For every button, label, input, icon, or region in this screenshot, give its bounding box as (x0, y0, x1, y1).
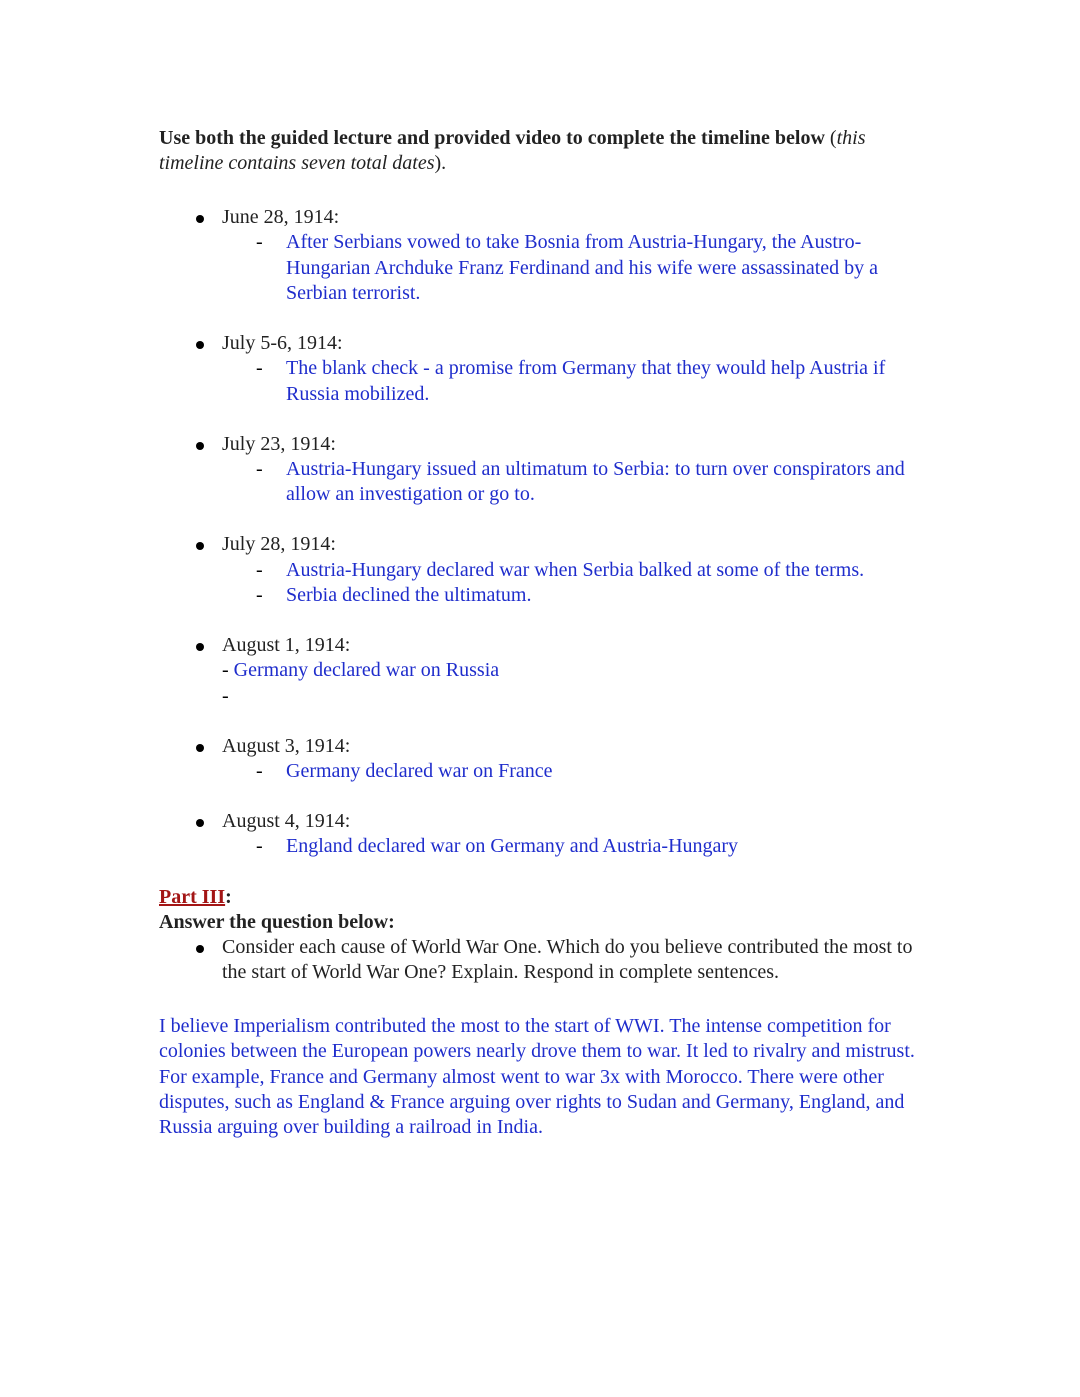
instructions-paren-close: ). (434, 152, 447, 174)
timeline-date: August 1, 1914: (222, 634, 351, 657)
timeline-note (222, 658, 919, 683)
instructions-bold: Use both the guided lecture and provided video to complete the timeline below (159, 127, 825, 149)
timeline-item (159, 734, 919, 785)
bullet-icon (196, 643, 204, 651)
timeline-note (222, 583, 919, 608)
question-text: Consider each cause of World War One. Which do you believe contributed the most to the start of World War One? Explain. Respond in complete sentences. (222, 935, 913, 983)
dash-icon: - (222, 659, 234, 682)
bullet-icon (196, 945, 204, 953)
empty-note-dash: - (222, 684, 229, 707)
timeline-item (159, 809, 919, 860)
timeline-list (159, 205, 919, 860)
timeline-date: July 28, 1914: (222, 533, 336, 556)
timeline-date: August 3, 1914: (222, 734, 351, 757)
timeline-note (222, 230, 919, 306)
timeline-note (222, 457, 919, 508)
dash-icon: - (256, 231, 263, 254)
timeline-date: July 23, 1914: (222, 432, 336, 455)
timeline-note-text: The blank check - a promise from Germany that they would help Austria if Russia mobilized. (286, 357, 886, 405)
part-heading-colon: : (225, 885, 232, 908)
timeline-note (222, 759, 919, 784)
timeline-note-text: Austria-Hungary issued an ultimatum to Serbia: to turn over conspirators and allow an investigation or go to. (286, 457, 905, 506)
instructions-italic: this timeline contains seven total dates (159, 127, 866, 174)
timeline-note-text: Austria-Hungary declared war when Serbia balked at some of the terms. (286, 558, 865, 581)
timeline-notes (222, 356, 919, 407)
timeline-item (159, 633, 919, 709)
bullet-icon (196, 341, 204, 349)
instructions (159, 126, 919, 176)
bullet-icon (196, 442, 204, 450)
timeline-notes (222, 230, 919, 306)
instructions-paren-open: ( (824, 127, 837, 149)
timeline-notes (222, 457, 919, 508)
timeline-item (159, 331, 919, 407)
answer-heading: Answer the question below: (159, 910, 395, 933)
dash-icon: - (256, 760, 263, 783)
student-response: I believe Imperialism contributed the most to the start of WWI. The intense competition for colonies between the European powers nearly drove them to war. It led to rivalry and mistrust. For example, France and Germany almost went to war 3x with Morocco. There were other disputes, such as England & France arguing over rights to Sudan and Germany, England, and Russia arguing over building a railroad in India. (159, 1015, 915, 1139)
dash-icon: - (256, 558, 263, 581)
timeline-note-text: Germany declared war on Russia (233, 659, 500, 682)
timeline-note-text: After Serbians vowed to take Bosnia from Austria-Hungary, the Austro-Hungarian Archduke Franz Ferdinand and his wife were assassinated by a Serbian terrorist. (286, 231, 879, 304)
dash-icon: - (256, 835, 263, 858)
bullet-icon (196, 215, 204, 223)
timeline-notes (222, 558, 919, 609)
part-heading (159, 885, 919, 910)
timeline-note (222, 558, 919, 583)
timeline-date: June 28, 1914: (222, 206, 340, 228)
timeline-notes (222, 759, 919, 784)
timeline-item (159, 205, 919, 306)
timeline-note-text: Germany declared war on France (286, 760, 553, 783)
timeline-item (159, 432, 919, 508)
bullet-icon (196, 744, 204, 752)
timeline-note-text: England declared war on Germany and Austria-Hungary (286, 835, 739, 858)
timeline-date: August 4, 1914: (222, 810, 351, 833)
worksheet-page (159, 126, 919, 1161)
timeline-note (222, 834, 919, 859)
bullet-icon (196, 819, 204, 827)
dash-icon: - (256, 583, 263, 606)
timeline-date: July 5-6, 1914: (222, 331, 343, 354)
timeline-notes (222, 834, 919, 859)
bullet-icon (196, 542, 204, 550)
question-item (159, 935, 919, 986)
timeline-item (159, 532, 919, 608)
timeline-note-text: Serbia declined the ultimatum. (286, 583, 532, 606)
timeline-note (222, 356, 919, 407)
dash-icon: - (256, 457, 263, 480)
dash-icon: - (256, 357, 263, 380)
part-three-link[interactable]: Part III (159, 885, 226, 908)
